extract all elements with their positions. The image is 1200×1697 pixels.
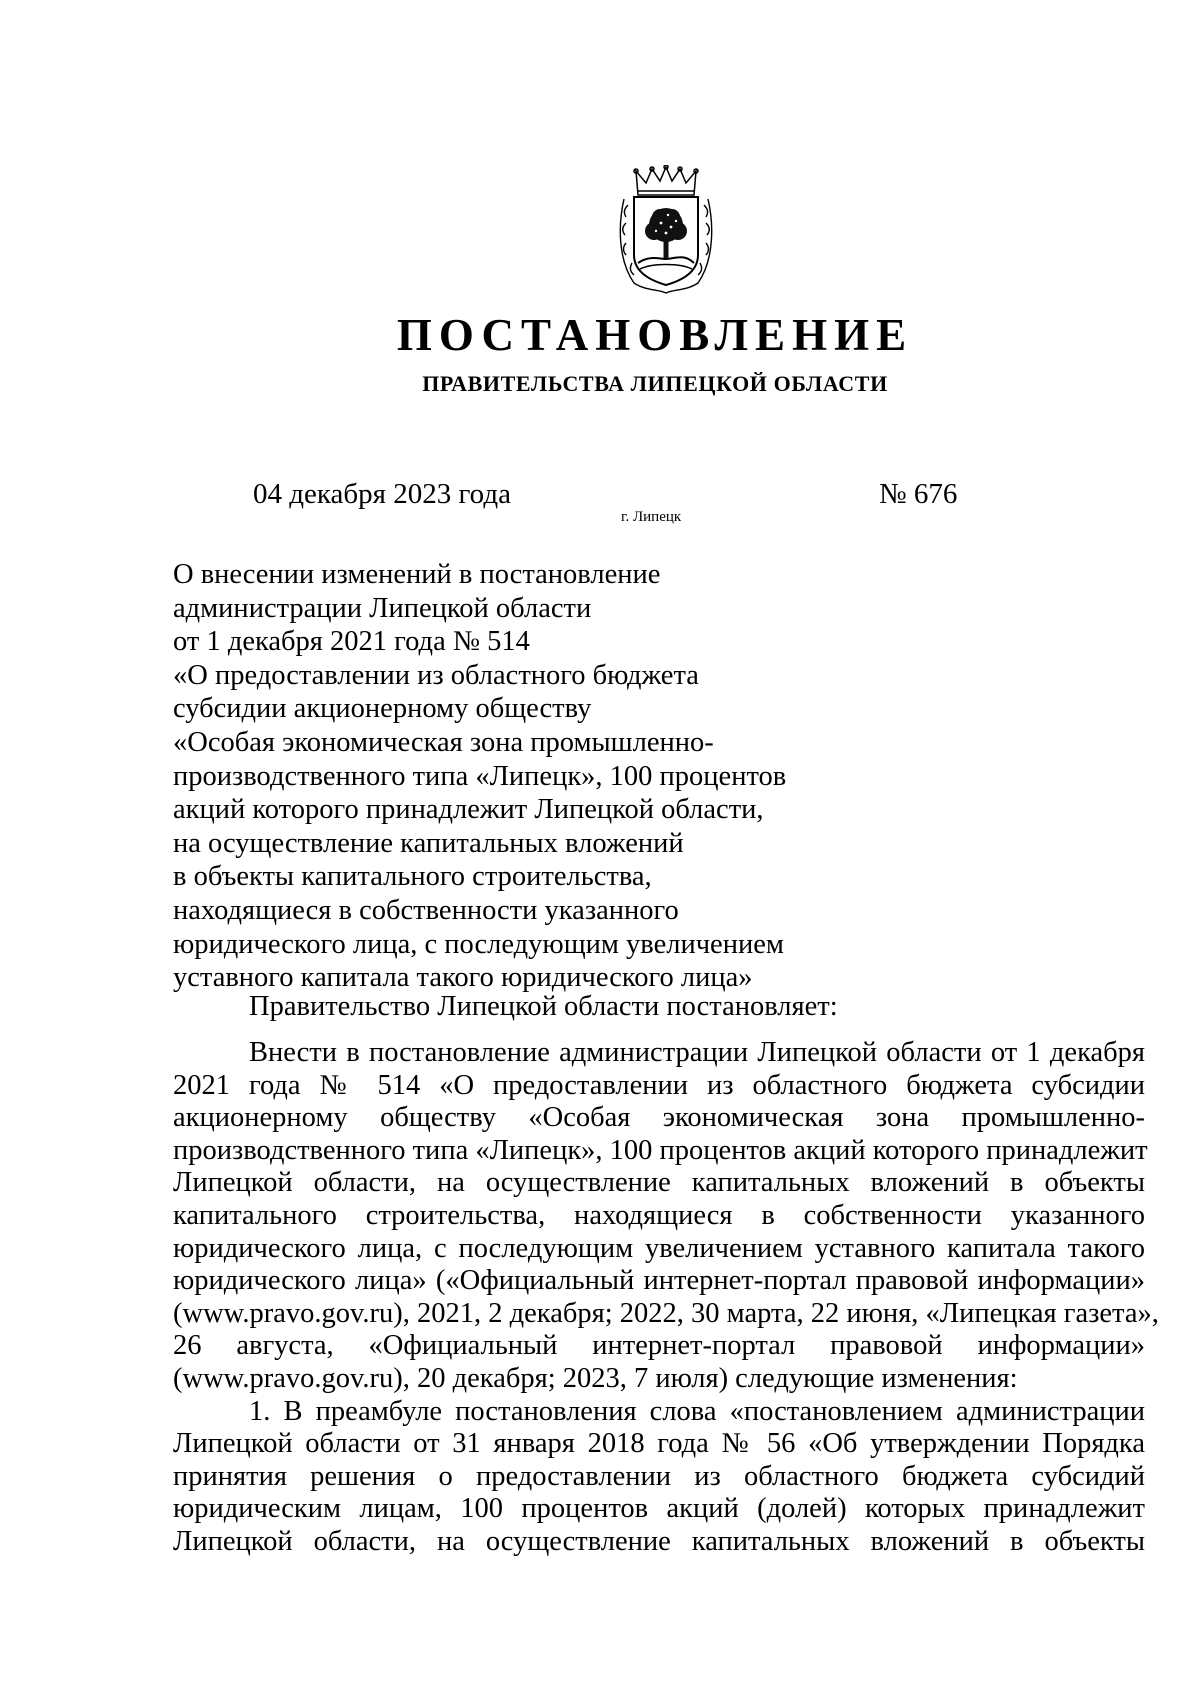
document-title: ПОСТАНОВЛЕНИЕ	[396, 310, 914, 360]
body-line: 1. В преамбуле постановления слова «постановлением администрации	[249, 1395, 1145, 1427]
heading-line: в объекты капитального строительства,	[173, 861, 652, 893]
body-line: (www.pravo.gov.ru), 20 декабря; 2023, 7 июля) следующие изменения:	[173, 1362, 1018, 1394]
heading-line: уставного капитала такого юридического лица»	[173, 962, 753, 994]
body-line: 2021 года № 514 «О предоставлении из областного бюджета субсидии	[173, 1069, 1145, 1101]
body-line: юридическим лицам, 100 процентов акций (долей) которых принадлежит	[173, 1493, 1145, 1525]
document-date: 04 декабря 2023 года	[253, 478, 511, 510]
document-number: № 676	[879, 478, 958, 510]
body-line: юридического лица, с последующим увеличением уставного капитала такого	[173, 1232, 1145, 1264]
heading-line: О внесении изменений в постановление	[173, 559, 661, 590]
heading-line: «О предоставлении из областного бюджета	[173, 659, 699, 691]
body-line: акционерному обществу «Особая экономическая зона промышленно-	[173, 1102, 1145, 1134]
document-subtitle: ПРАВИТЕЛЬСТВА ЛИПЕЦКОЙ ОБЛАСТИ	[422, 371, 888, 396]
body-line: Внести в постановление администрации Липецкой области от 1 декабря	[249, 1037, 1145, 1068]
heading-line: акций которого принадлежит Липецкой области,	[173, 794, 764, 826]
coat-of-arms-icon	[616, 165, 716, 295]
document-city: г. Липецк	[621, 509, 682, 525]
body-line: производственного типа «Липецк», 100 процентов акций которого принадлежит	[173, 1134, 1148, 1166]
body-line: Липецкой области, на осуществление капитальных вложений в объекты	[173, 1167, 1145, 1199]
heading-line: субсидии акционерному обществу	[173, 693, 592, 725]
heading-line: находящиеся в собственности указанного	[173, 894, 679, 926]
body-line: принятия решения о предоставлении из областного бюджета субсидий	[173, 1460, 1145, 1492]
heading-line: администрации Липецкой области	[173, 592, 592, 624]
body-line: (www.pravo.gov.ru), 2021, 2 декабря; 2022, 30 марта, 22 июня, «Липецкая газета»,	[173, 1297, 1159, 1329]
body-line: Липецкой области от 31 января 2018 года № 56 «Об утверждении Порядка	[173, 1428, 1145, 1460]
heading-line: «Особая экономическая зона промышленно-	[173, 726, 714, 758]
document-heading	[173, 558, 873, 995]
decree-statement: Правительство Липецкой области постановляет:	[249, 991, 838, 1022]
heading-line: на осуществление капитальных вложений	[173, 827, 684, 859]
body-line: Липецкой области, на осуществление капитальных вложений в объекты	[173, 1525, 1145, 1557]
body-line: 26 августа, «Официальный интернет-портал правовой информации»	[173, 1330, 1145, 1362]
heading-line: производственного типа «Липецк», 100 процентов	[173, 760, 787, 792]
document-body	[173, 1037, 1159, 1559]
body-line: юридического лица» («Официальный интернет-портал правовой информации»	[173, 1265, 1145, 1297]
heading-line: юридического лица, с последующим увеличением	[173, 928, 784, 960]
heading-line: от 1 декабря 2021 года № 514	[173, 626, 530, 658]
body-line: капитального строительства, находящиеся в собственности указанного	[173, 1199, 1145, 1231]
